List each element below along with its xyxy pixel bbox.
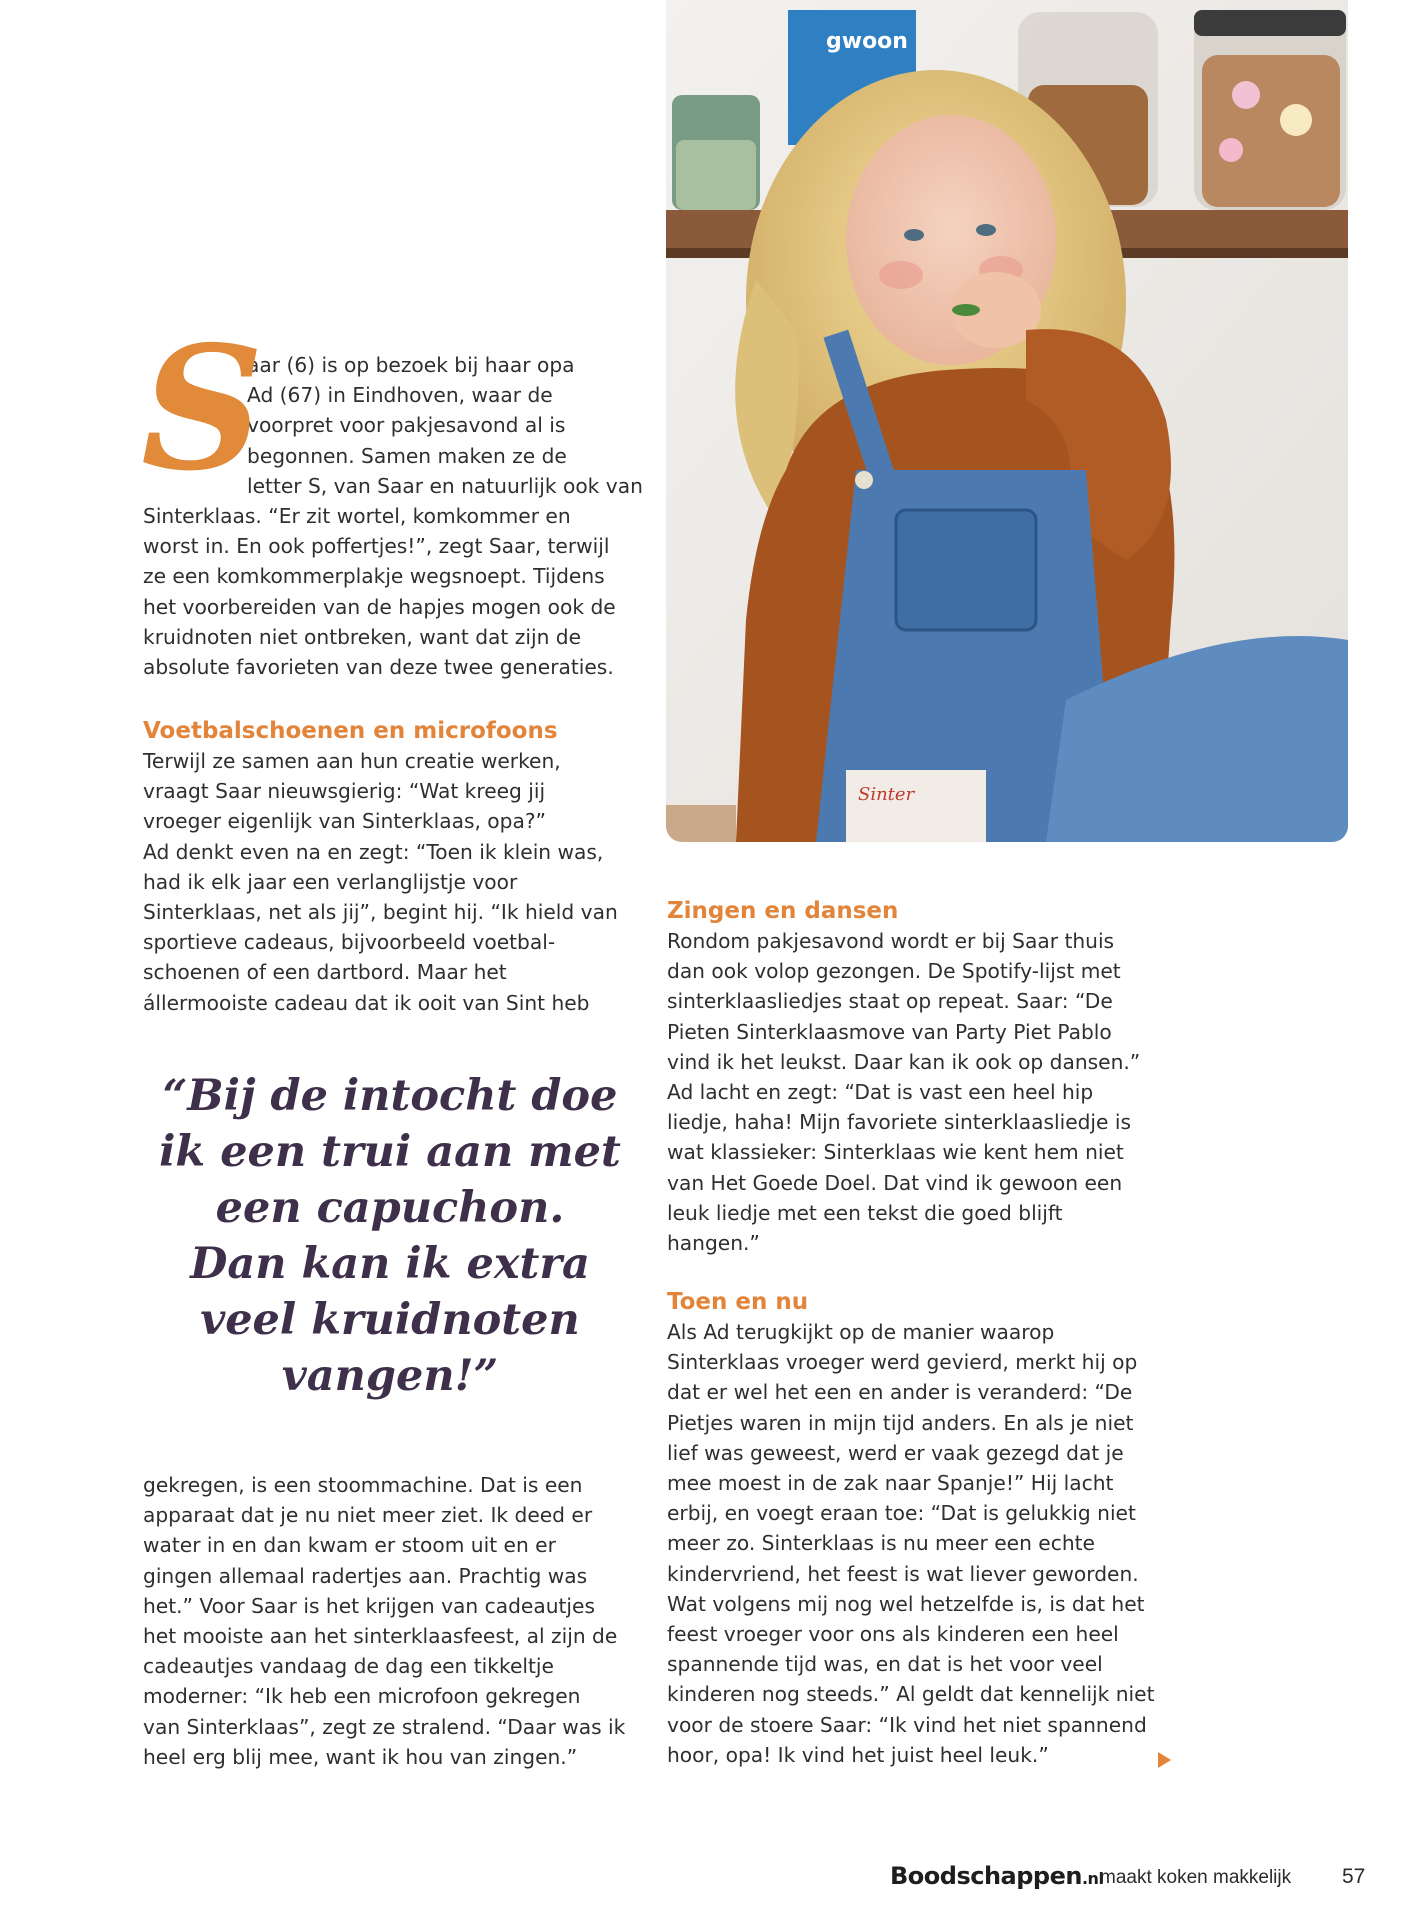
text-line: had ik elk jaar een verlanglijstje voor: [143, 869, 518, 894]
text-line: spannende tijd was, en dat is het voor veel: [667, 1652, 1103, 1677]
photo-illustration: [666, 0, 1348, 842]
text-line: kindervriend, het feest is wat liever geworden.: [667, 1561, 1139, 1586]
text-line: voorpret voor pakjesavond al is: [247, 413, 566, 438]
text-line: gingen allemaal radertjes aan. Prachtig was: [143, 1563, 588, 1588]
text-line: aar (6) is op bezoek bij haar opa: [247, 353, 575, 377]
text-line: meer zo. Sinterklaas is nu meer een echte: [667, 1531, 1095, 1556]
text-line: begonnen. Samen maken ze de: [247, 443, 567, 468]
page-footer: [890, 1862, 1370, 1896]
section-text: [667, 1317, 1187, 1770]
text-line: voor de stoere Saar: “Ik vind het niet spannend: [667, 1712, 1147, 1737]
quote-line: “Bij de intocht doe: [162, 1071, 618, 1121]
text-line: het.” Voor Saar is het krijgen van cadeautjes: [143, 1593, 595, 1618]
quote-line: Dan kan ik extra: [190, 1239, 590, 1289]
text-line: Als Ad terugkijkt op de manier waarop: [667, 1320, 1055, 1344]
section-voetbalschoenen: [143, 716, 635, 1018]
text-line: water in en dan kwam er stoom uit en er: [143, 1533, 556, 1558]
section-text: [143, 746, 635, 1018]
text-line: het mooiste aan het sinterklaasfeest, al zijn de: [143, 1624, 618, 1649]
text-line: letter S, van Saar en natuurlijk ook van: [247, 473, 643, 498]
drop-cap: S: [141, 309, 264, 509]
text-line: van Sinterklaas”, zegt ze stralend. “Daar was ik: [143, 1714, 626, 1739]
text-line: vroeger eigenlijk van Sinterklaas, opa?”: [143, 809, 547, 834]
text-line: absolute favorieten van deze twee generaties.: [143, 655, 614, 680]
text-line: het voorbereiden van de hapjes mogen ook de: [143, 594, 616, 619]
text-line: kinderen nog steeds.” Al geldt dat kennelijk niet: [667, 1682, 1155, 1707]
quote-line: een capuchon.: [215, 1183, 565, 1233]
text-line: vraagt Saar nieuwsgierig: “Wat kreeg jij: [143, 779, 546, 804]
text-line: schoenen of een dartbord. Maar het: [143, 960, 507, 985]
section-voetbalschoenen-continued: [143, 1470, 635, 1772]
text-line: Pieten Sinterklaasmove van Party Piet Pablo: [667, 1019, 1112, 1044]
text-line: dat er wel het een en ander is veranderd: “De: [667, 1380, 1133, 1405]
text-line: ze een komkommerplakje wegsnoept. Tijdens: [143, 564, 605, 589]
text-line: moderner: “Ik heb een microfoon gekregen: [143, 1684, 581, 1709]
pull-quote: [150, 1068, 630, 1404]
section-heading: Toen en nu: [667, 1289, 809, 1315]
text-line: Wat volgens mij nog wel hetzelfde is, is dat het: [667, 1591, 1145, 1616]
quote-line: veel kruidnoten: [200, 1295, 580, 1345]
section-heading: Zingen en dansen: [667, 898, 899, 924]
text-line: worst in. En ook poffertjes!”, zegt Saar, terwijl: [143, 534, 610, 559]
intro-paragraph: [141, 309, 643, 682]
photo-girl-eating-cucumber: [666, 0, 1348, 842]
text-line: hoor, opa! Ik vind het juist heel leuk.”: [667, 1742, 1049, 1767]
text-line: vind ik het leukst. Daar kan ik ook op dansen.”: [667, 1049, 1141, 1074]
page-number: 57: [1342, 1865, 1366, 1888]
text-line: Sinterklaas vroeger werd gevierd, merkt hij op: [667, 1350, 1138, 1375]
text-line: mee moest in de zak naar Spanje!” Hij lacht: [667, 1471, 1114, 1496]
text-line: Sinterklaas. “Er zit wortel, komkommer en: [143, 504, 571, 529]
text-line: állermooiste cadeau dat ik ooit van Sint heb: [143, 990, 590, 1015]
text-line: gekregen, is een stoommachine. Dat is een: [143, 1473, 583, 1497]
text-line: Rondom pakjesavond wordt er bij Saar thuis: [667, 929, 1115, 953]
brand-tagline: maakt koken makkelijk: [1100, 1867, 1292, 1888]
text-line: Terwijl ze samen aan hun creatie werken,: [143, 749, 561, 773]
brand-logo: Boodschappen.nl: [890, 1862, 1104, 1890]
section-text: [667, 926, 1187, 1258]
quote-line: vangen!”: [281, 1351, 499, 1401]
text-line: liedje, haha! Mijn favoriete sinterklaasliedje is: [667, 1110, 1131, 1135]
text-line: sportieve cadeaus, bijvoorbeeld voetbal-: [143, 930, 556, 955]
section-heading: Voetbalschoenen en microfoons: [143, 718, 558, 744]
text-line: dan ook volop gezongen. De Spotify-lijst met: [667, 959, 1121, 984]
text-line: heel erg blij mee, want ik hou van zingen.”: [143, 1744, 578, 1769]
text-line: kruidnoten niet ontbreken, want dat zijn de: [143, 624, 582, 649]
section-zingen-en-dansen: [667, 896, 1187, 1258]
text-line: erbij, en voegt eraan toe: “Dat is gelukkig niet: [667, 1501, 1136, 1526]
text-line: Ad denkt even na en zegt: “Toen ik klein was,: [143, 839, 604, 864]
text-line: hangen.”: [667, 1231, 760, 1256]
text-line: sinterklaasliedjes staat op repeat. Saar: “De: [667, 989, 1113, 1014]
text-line: feest vroeger voor ons als kinderen een heel: [667, 1622, 1119, 1647]
text-line: Pietjes waren in mijn tijd anders. En als je niet: [667, 1410, 1134, 1435]
text-line: apparaat dat je nu niet meer ziet. Ik deed er: [143, 1503, 593, 1528]
text-line: wat klassieker: Sinterklaas wie kent hem niet: [667, 1140, 1124, 1165]
section-text: [143, 1470, 635, 1772]
text-line: lief was geweest, werd er vaak gezegd dat je: [667, 1440, 1124, 1465]
continue-arrow-icon: [1158, 1752, 1171, 1768]
text-line: Ad lacht en zegt: “Dat is vast een heel hip: [667, 1080, 1094, 1105]
text-line: Sinterklaas, net als jij”, begint hij. “Ik hield van: [143, 900, 618, 925]
text-line: van Het Goede Doel. Dat vind ik gewoon een: [667, 1170, 1123, 1195]
text-line: Ad (67) in Eindhoven, waar de: [247, 383, 553, 408]
bag-text: Sinter: [858, 784, 915, 805]
section-toen-en-nu: [667, 1287, 1187, 1770]
quote-line: ik een trui aan met: [159, 1127, 621, 1177]
box-label: gwoon: [826, 29, 908, 54]
text-line: leuk liedje met een tekst die goed blijft: [667, 1200, 1063, 1225]
text-line: cadeautjes vandaag de dag een tikkeltje: [143, 1654, 554, 1679]
